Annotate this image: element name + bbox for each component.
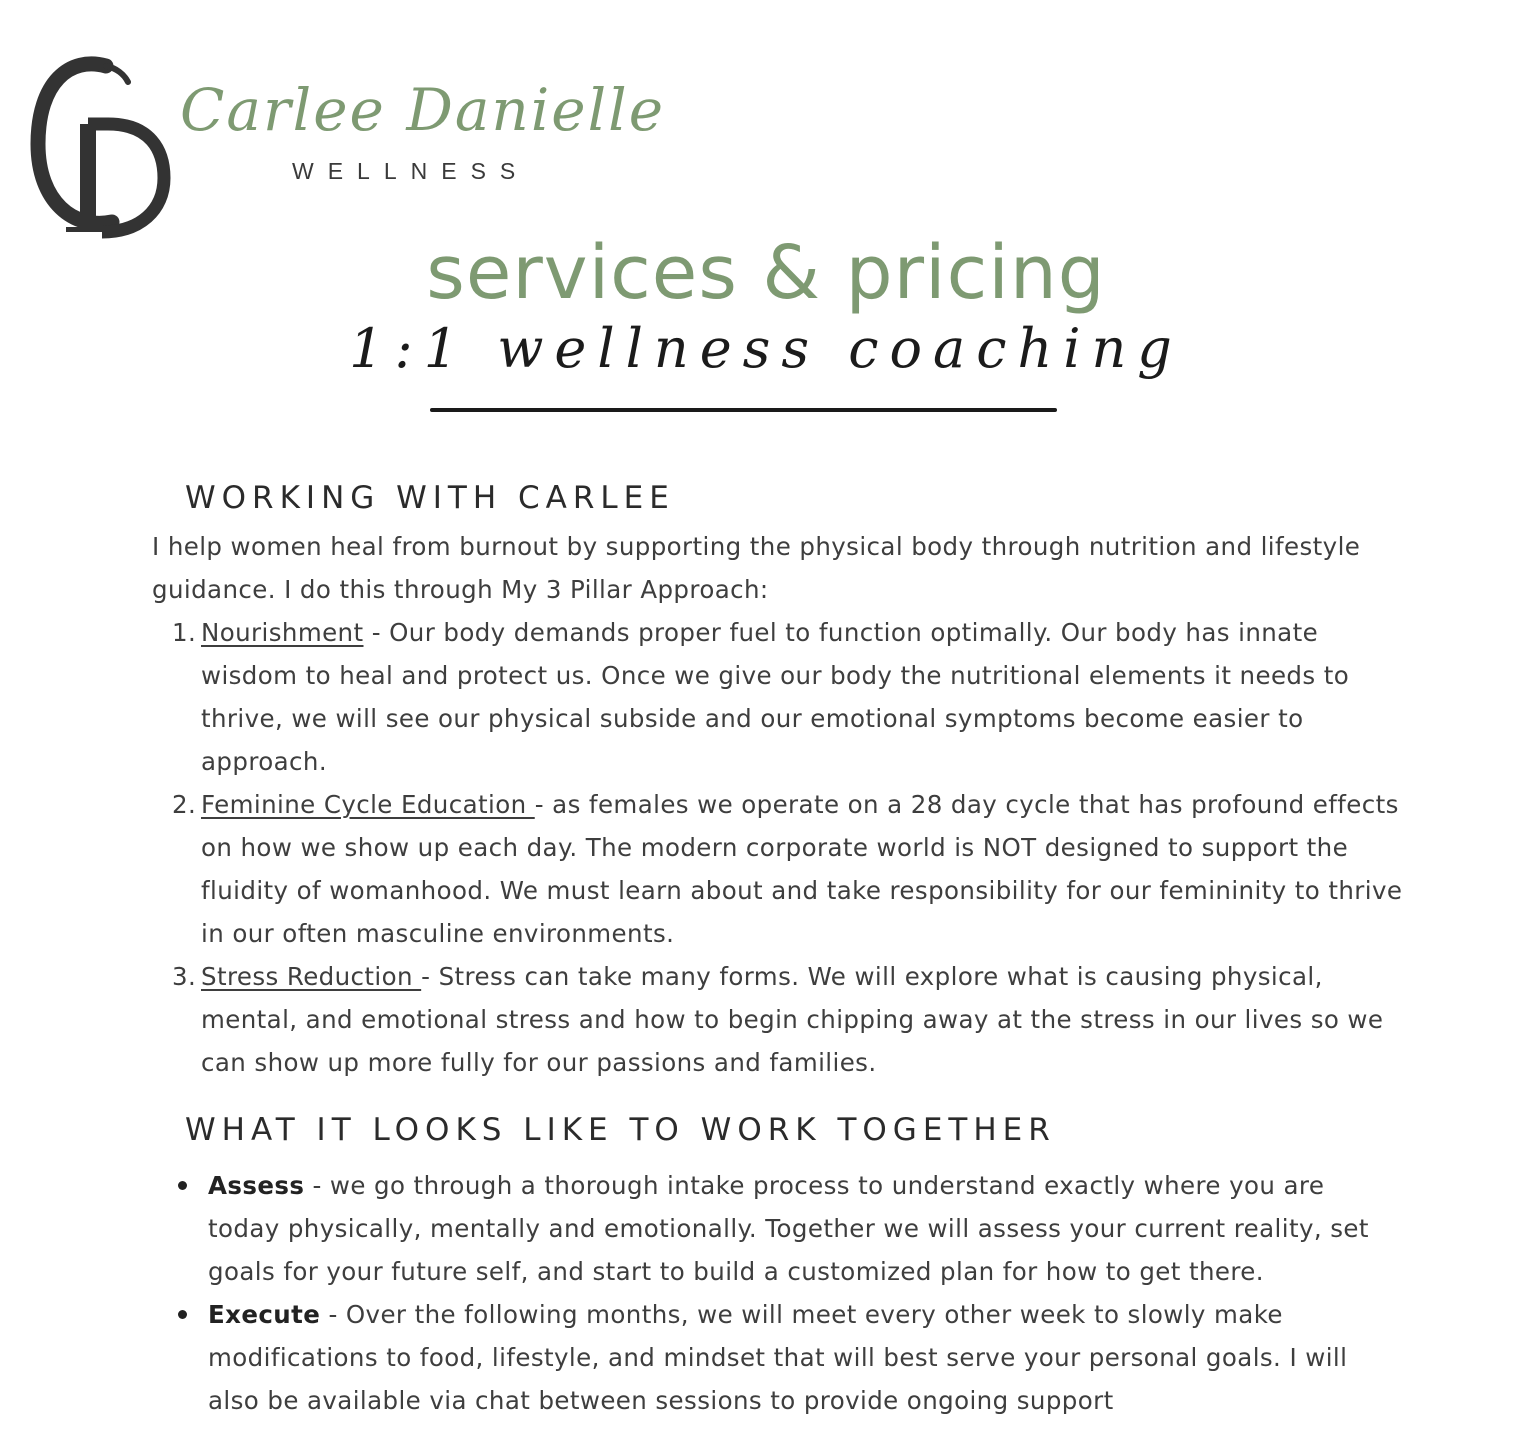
brand-tagline: WELLNESS (292, 158, 530, 184)
pillar-number: 3. (172, 962, 197, 991)
brand-monogram-logo (28, 52, 178, 242)
pillar-item (152, 783, 1412, 955)
pillar-list (152, 611, 1412, 1084)
step-text: - we go through a thorough intake process to understand exactly where you are today physically, mentally and emotionally. Together we will assess your current reality, set goals for your future self, and start to build a customized plan for how to get there. (208, 1171, 1369, 1286)
list-item (176, 1293, 1376, 1422)
list-item (176, 1164, 1376, 1293)
section-heading-work-together: WHAT IT LOOKS LIKE TO WORK TOGETHER (185, 1112, 1056, 1148)
step-term: Execute (208, 1300, 321, 1329)
pillar-number: 2. (172, 790, 197, 819)
section-heading-working-with: WORKING WITH CARLEE (185, 480, 675, 516)
pillar-text: - Our body demands proper fuel to function optimally. Our body has innate wisdom to heal and protect us. Once we give our body the nutritional elements it needs to thrive, we will see our physical subside and our emotional symptoms become easier to approach. (201, 618, 1350, 776)
pillar-text: - as females we operate on a 28 day cycle that has profound effects on how we show up each day. The modern corporate world is NOT designed to support the fluidity of womanhood. We must learn about and take responsibility for our femininity to thrive in our often masculine environments. (201, 790, 1403, 948)
pillar-term: Stress Reduction (201, 962, 422, 991)
title-divider (430, 408, 1057, 412)
pillar-text: - Stress can take many forms. We will explore what is causing physical, mental, and emotional stress and how to begin chipping away at the stress in our lives so we can show up more fully for our passions and families. (201, 962, 1384, 1077)
pillar-item (152, 955, 1412, 1084)
step-term: Assess (208, 1171, 305, 1200)
pillar-term: Nourishment (201, 618, 364, 647)
section-working-with-body (152, 525, 1412, 1084)
page-subtitle: 1:1 wellness coaching (349, 317, 1183, 380)
bullet-icon (178, 1181, 187, 1190)
bullet-icon (178, 1310, 187, 1319)
pillar-item (152, 611, 1412, 783)
brand-name: Carlee Danielle (180, 76, 666, 144)
work-together-list (176, 1164, 1376, 1422)
step-text: - Over the following months, we will meet every other week to slowly make modifications to food, lifestyle, and mindset that will best serve your personal goals. I will also be available via chat between sessions to provide ongoing support (208, 1300, 1348, 1415)
intro-paragraph: I help women heal from burnout by supporting the physical body through nutrition and lifestyle guidance. I do this through My 3 Pillar Approach: (152, 532, 1361, 604)
page-title: services & pricing (426, 230, 1106, 316)
pillar-term: Feminine Cycle Education (201, 790, 535, 819)
pillar-number: 1. (172, 618, 197, 647)
